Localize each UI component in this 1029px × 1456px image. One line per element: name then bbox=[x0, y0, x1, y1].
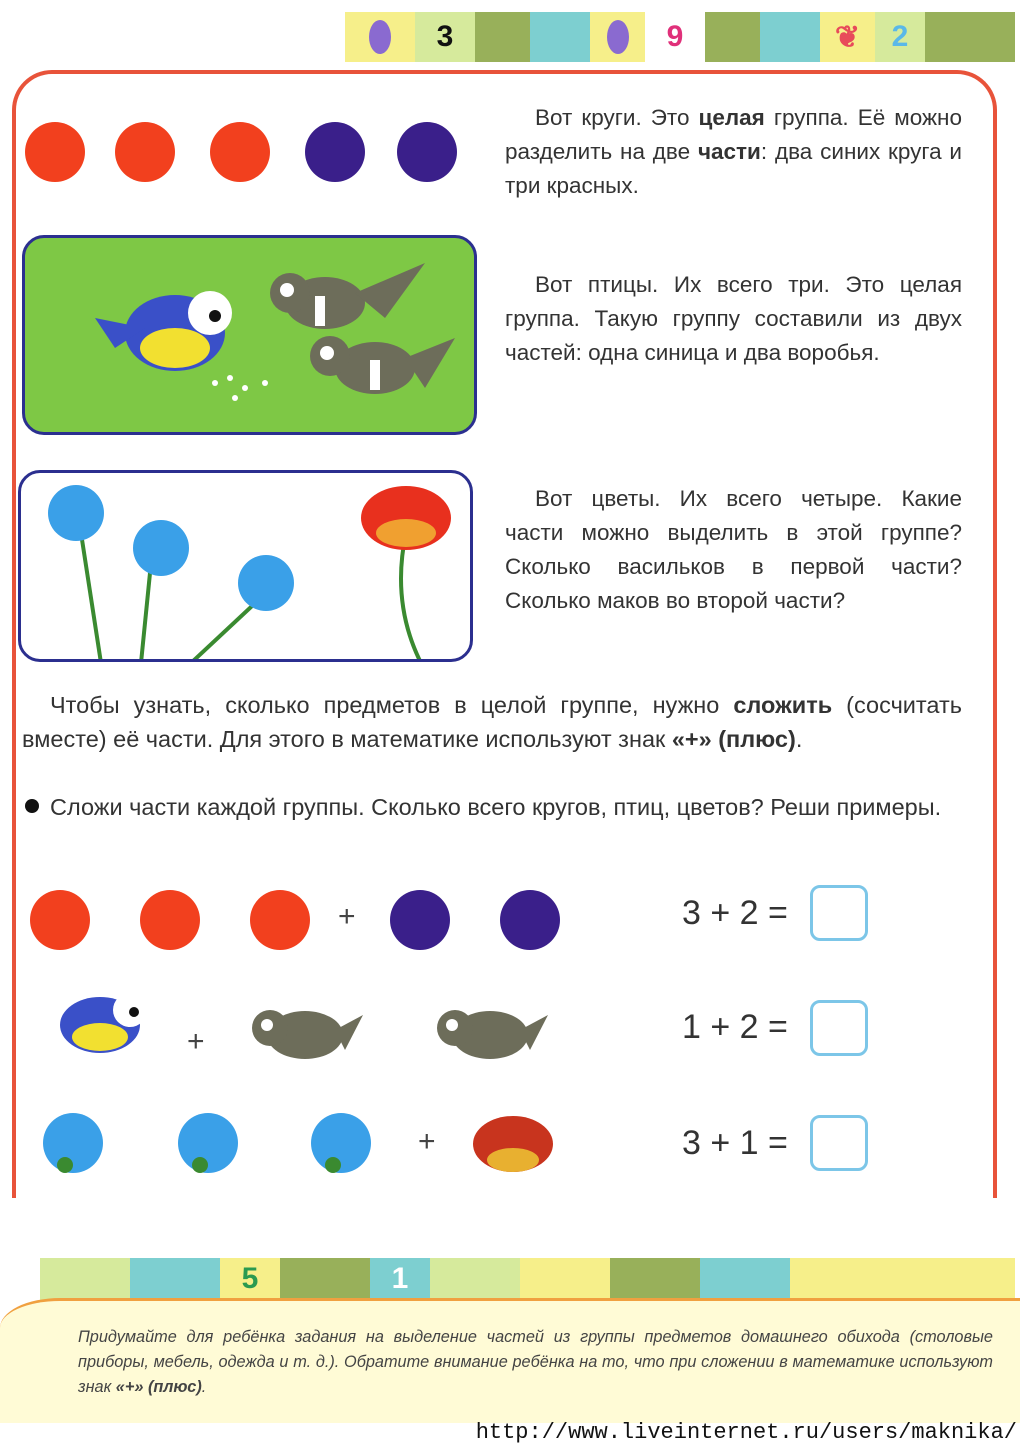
answer-box[interactable] bbox=[810, 885, 868, 941]
sparrow-bird-icon bbox=[270, 263, 425, 329]
cornflower-icon bbox=[35, 1105, 115, 1175]
sparrow-bird-icon bbox=[310, 336, 455, 394]
circles-text: Вот круги. Это целая группа. Её можно разделить на две части: два синих круга и три красных. bbox=[505, 105, 962, 198]
sparrow-bird-icon bbox=[430, 1000, 550, 1070]
cornflower-icon bbox=[170, 1105, 250, 1175]
poppy-icon bbox=[468, 1112, 558, 1182]
red-circle bbox=[250, 890, 310, 950]
red-circle bbox=[115, 122, 175, 182]
flowers-illustration bbox=[18, 470, 473, 662]
digit-tile: 3 bbox=[415, 12, 475, 62]
tit-bird-icon bbox=[40, 975, 155, 1065]
red-circle bbox=[25, 122, 85, 182]
footer-decor-strip bbox=[40, 1258, 1015, 1300]
flowers-text: Вот цветы. Их всего четыре. Какие части можно выделить в этой группе? Сколько васильков в первой части? Сколько маков во второй части? bbox=[505, 486, 962, 613]
red-circle bbox=[140, 890, 200, 950]
blue-circle bbox=[305, 122, 365, 182]
equation: 1 + 2 = bbox=[682, 1008, 788, 1046]
answer-box[interactable] bbox=[810, 1000, 868, 1056]
tit-bird-icon bbox=[95, 291, 232, 371]
plus-sign: + bbox=[338, 900, 356, 933]
oval-icon bbox=[345, 12, 415, 62]
plus-sign: + bbox=[187, 1025, 205, 1058]
watermark-url: http://www.liveinternet.ru/users/maknika/ bbox=[475, 1420, 1017, 1445]
equation: 3 + 1 = bbox=[682, 1124, 788, 1162]
parent-note-text: Придумайте для ребёнка задания на выделение частей из группы предметов домашнего обихода (столовые приборы, мебель, одежда и т. д.). Обратите внимание ребёнка на то, что при сложении в математике используют знак «+» (плюс). bbox=[78, 1328, 993, 1396]
bullet-icon bbox=[25, 799, 39, 813]
blue-circle bbox=[500, 890, 560, 950]
digit-tile: 9 bbox=[645, 12, 705, 62]
red-circle bbox=[30, 890, 90, 950]
task-text: Сложи части каждой группы. Сколько всего кругов, птиц, цветов? Реши примеры. bbox=[50, 794, 942, 820]
parent-note bbox=[0, 1298, 1020, 1423]
cornflower-icon bbox=[303, 1105, 383, 1175]
birds-text: Вот птицы. Их всего три. Это целая группа. Такую группу составили из двух частей: одна синица и два воробья. bbox=[505, 272, 962, 365]
addition-rule-text: Чтобы узнать, сколько предметов в целой группе, нужно сложить (сосчитать вместе) её части. Для этого в математике используют знак «+» (плюс). bbox=[22, 692, 962, 752]
red-circle bbox=[210, 122, 270, 182]
digit-tile: 5 bbox=[220, 1258, 280, 1300]
answer-box[interactable] bbox=[810, 1115, 868, 1171]
digit-tile: 1 bbox=[370, 1258, 430, 1300]
header-decor-strip bbox=[345, 12, 1015, 62]
plus-sign: + bbox=[418, 1125, 436, 1158]
butterfly-icon: ❦ bbox=[820, 12, 875, 62]
blue-circle bbox=[390, 890, 450, 950]
sparrow-bird-icon bbox=[245, 1000, 365, 1070]
blue-circle bbox=[397, 122, 457, 182]
equation: 3 + 2 = bbox=[682, 894, 788, 932]
birds-illustration bbox=[22, 235, 477, 435]
poppy-icon bbox=[361, 486, 451, 550]
digit-tile: 2 bbox=[875, 12, 925, 62]
oval-icon bbox=[590, 12, 645, 62]
